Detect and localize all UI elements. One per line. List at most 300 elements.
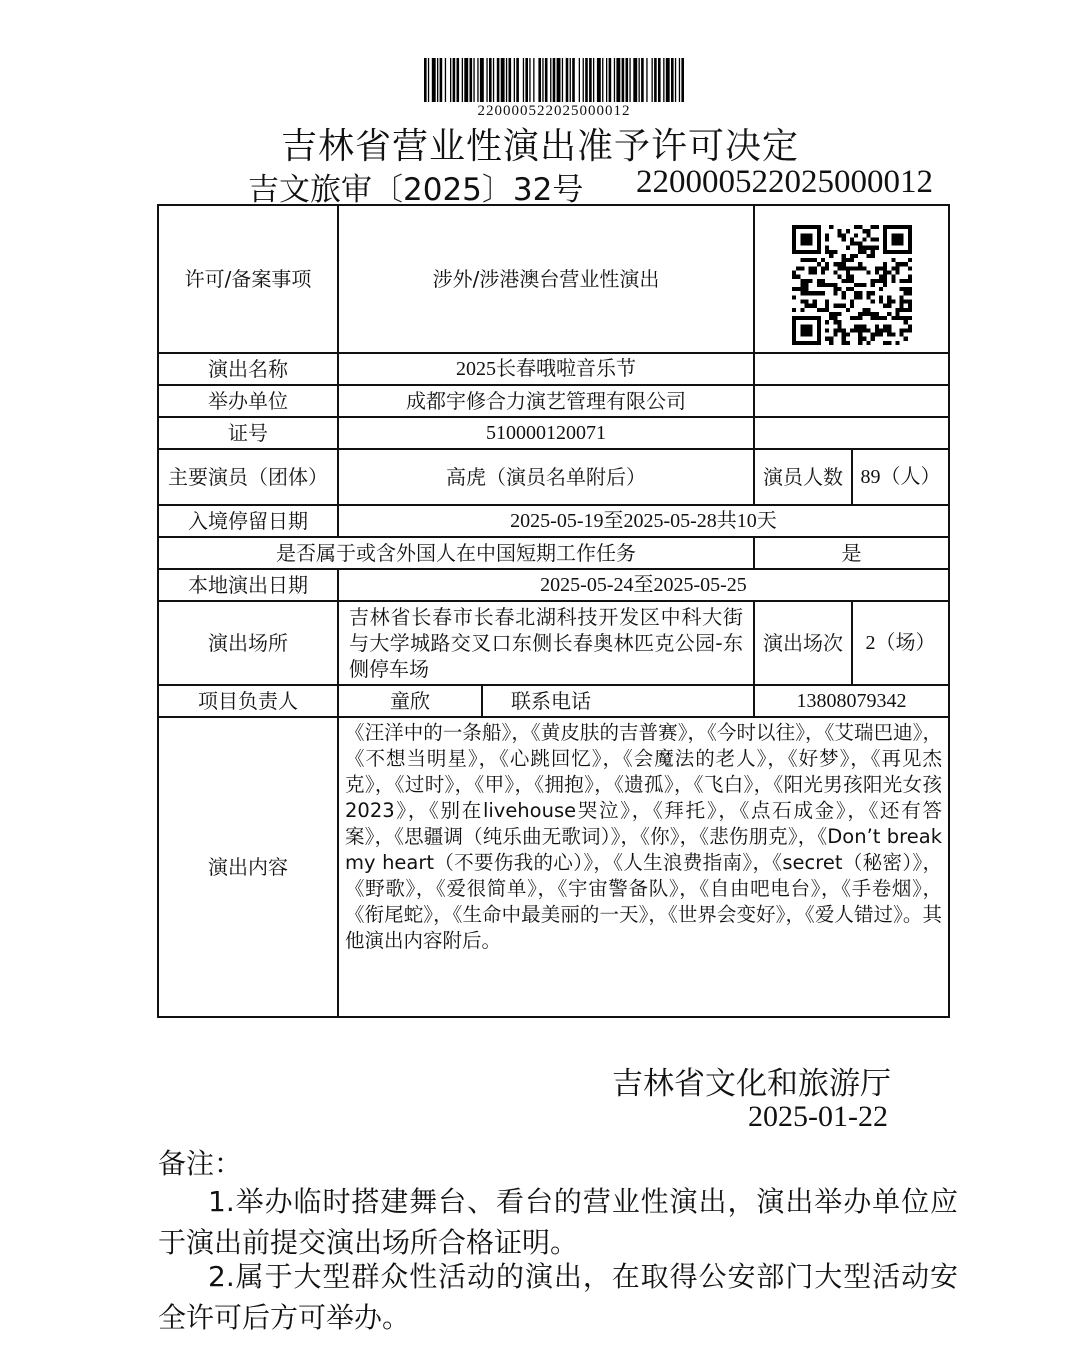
qr-module — [903, 337, 907, 341]
qr-module — [891, 275, 895, 279]
qr-module — [887, 312, 891, 316]
qr-module — [895, 308, 899, 312]
qr-module — [883, 262, 887, 266]
qr-module — [845, 279, 849, 283]
qr-module — [841, 291, 845, 295]
qr-module — [883, 324, 887, 328]
qr-code-cell — [754, 205, 949, 353]
qr-module — [862, 246, 866, 250]
empty-cell — [754, 417, 949, 449]
qr-module — [849, 242, 853, 246]
item-label: 许可/备案事项 — [158, 205, 338, 353]
qr-module — [858, 341, 862, 345]
qr-module — [874, 324, 878, 328]
barcode-bar — [424, 58, 427, 102]
qr-module — [841, 279, 845, 283]
qr-module — [899, 287, 903, 291]
qr-module — [899, 295, 903, 299]
barcode-bar — [622, 58, 625, 102]
empty-cell — [754, 385, 949, 417]
qr-module — [858, 242, 862, 246]
qr-module — [866, 254, 870, 258]
qr-module — [866, 291, 870, 295]
qr-module — [854, 266, 858, 270]
barcode-bar — [509, 58, 512, 102]
qr-module — [862, 312, 866, 316]
qr-module — [841, 337, 845, 341]
barcode-bar — [464, 58, 468, 102]
entry-stay-label: 入境停留日期 — [158, 505, 338, 537]
qr-module — [878, 275, 882, 279]
note-1: 1.举办临时搭建舞台、看台的营业性演出，演出举办单位应于演出前提交演出场所合格证明。 — [158, 1185, 958, 1259]
foreign-work-value: 是 — [754, 537, 949, 569]
qr-module — [804, 287, 808, 291]
qr-module — [829, 312, 833, 316]
organizer-label: 举办单位 — [158, 385, 338, 417]
qr-module — [858, 266, 862, 270]
item-value: 涉外/涉港澳台营业性演出 — [338, 205, 754, 353]
qr-module — [841, 341, 845, 345]
qr-module — [854, 254, 858, 258]
manager-label: 项目负责人 — [158, 685, 338, 717]
permit-table — [157, 204, 950, 1018]
qr-module — [820, 258, 824, 262]
barcode-bar — [453, 58, 456, 102]
qr-module — [899, 333, 903, 337]
qr-module — [907, 316, 911, 320]
qr-module — [854, 295, 858, 299]
qr-module — [891, 333, 895, 337]
qr-module — [833, 328, 837, 332]
qr-module — [825, 250, 829, 254]
document-title: 吉林省营业性演出准予许可决定 — [280, 126, 799, 167]
phone-label: 联系电话 — [482, 685, 754, 717]
qr-module — [883, 271, 887, 275]
qr-module — [887, 333, 891, 337]
qr-module — [854, 328, 858, 332]
qr-module — [833, 291, 837, 295]
qr-module — [841, 333, 845, 337]
qr-module — [841, 233, 845, 237]
barcode-bar — [450, 58, 451, 102]
qr-module — [837, 266, 841, 270]
barcode-bar — [583, 58, 584, 102]
qr-module — [804, 279, 808, 283]
qr-module — [829, 250, 833, 254]
qr-module — [829, 254, 833, 258]
qr-module — [903, 328, 907, 332]
qr-module — [841, 304, 845, 308]
qr-module — [878, 333, 882, 337]
barcode-bar — [553, 58, 556, 102]
qr-module — [825, 299, 829, 303]
qr-module — [829, 341, 833, 345]
qr-module — [837, 229, 841, 233]
qr-module — [812, 266, 816, 270]
barcode-bar — [639, 58, 640, 102]
barcode-bar — [566, 58, 569, 102]
qr-module — [883, 316, 887, 320]
qr-module — [804, 283, 808, 287]
qr-module — [858, 337, 862, 341]
qr-module — [800, 266, 804, 270]
qr-module — [870, 254, 874, 258]
qr-module — [878, 266, 882, 270]
qr-module — [849, 254, 853, 258]
qr-module — [800, 308, 804, 312]
qr-module — [845, 271, 849, 275]
qr-module — [808, 258, 812, 262]
qr-module — [849, 316, 853, 320]
barcode-bar — [440, 58, 443, 102]
venue-label: 演出场所 — [158, 601, 338, 685]
qr-module — [800, 287, 804, 291]
qr-module — [858, 328, 862, 332]
qr-module — [907, 324, 911, 328]
qr-module — [841, 328, 845, 332]
qr-module — [800, 324, 812, 336]
qr-module — [792, 287, 796, 291]
qr-module — [837, 275, 841, 279]
qr-module — [891, 258, 895, 262]
qr-module — [812, 291, 816, 295]
venue-value: 吉林省长春市长春北湖科技开发区中科大街与大学城路交叉口东侧长春奥林匹克公园-东侧停车场 — [338, 601, 754, 685]
local-date-label: 本地演出日期 — [158, 569, 338, 601]
qr-module — [845, 229, 849, 233]
qr-module — [854, 233, 858, 237]
barcode-bar — [473, 58, 474, 102]
qr-module — [833, 250, 837, 254]
barcode-bar — [506, 58, 507, 102]
barcode-bar — [545, 58, 548, 102]
qr-module — [862, 283, 866, 287]
qr-module — [874, 328, 878, 332]
barcode-bar — [437, 58, 438, 102]
qr-module — [891, 233, 903, 245]
qr-module — [903, 262, 907, 266]
qr-module — [899, 328, 903, 332]
barcode-bar — [462, 58, 463, 102]
qr-module — [820, 291, 824, 295]
performer-count-label: 演员人数 — [754, 449, 852, 505]
qr-module — [854, 316, 858, 320]
qr-module — [825, 262, 829, 266]
qr-module — [808, 266, 812, 270]
qr-module — [800, 258, 804, 262]
qr-module — [891, 316, 895, 320]
qr-module — [883, 266, 887, 270]
qr-module — [862, 328, 866, 332]
qr-module — [849, 258, 853, 262]
qr-module — [820, 283, 824, 287]
qr-module — [874, 279, 878, 283]
qr-module — [833, 312, 837, 316]
barcode-bar — [557, 58, 561, 102]
qr-module — [895, 312, 899, 316]
barcode-bar — [629, 58, 630, 102]
qr-module — [866, 328, 870, 332]
manager-value: 童欣 — [338, 685, 482, 717]
qr-module — [878, 279, 882, 283]
qr-module — [903, 320, 907, 324]
qr-module — [796, 287, 800, 291]
qr-module — [874, 316, 878, 320]
qr-module — [862, 266, 866, 270]
qr-module — [903, 308, 907, 312]
barcode-bar — [658, 58, 661, 102]
show-name-value: 2025长春哦啦音乐节 — [338, 353, 754, 385]
qr-module — [833, 283, 837, 287]
qr-module — [866, 295, 870, 299]
qr-module — [862, 308, 866, 312]
qr-module — [825, 304, 829, 308]
qr-module — [796, 266, 800, 270]
qr-module — [870, 246, 874, 250]
barcode — [424, 58, 684, 102]
qr-module — [808, 304, 812, 308]
qr-module — [804, 299, 808, 303]
entry-stay-value: 2025-05-19至2025-05-28共10天 — [338, 505, 949, 537]
qr-module — [887, 271, 891, 275]
qr-module — [800, 283, 804, 287]
barcode-bar — [550, 58, 551, 102]
content-value: 《汪洋中的一条船》，《黄皮肤的吉普赛》，《今时以往》，《艾瑞巴迪》，《不想当明星》，《心跳回忆》，《会魔法的老人》，《好梦》，《再见杰克》，《过时》，《甲》，《拥抱》，《遗孤》，《飞白》，《阳光男孩阳光女孩2023》，《别在livehouse哭泣》，《拜托》，《点石成金》，《还有答案》，《思疆调（纯乐曲无歌词）》，《你》，《悲伤朋克》，《Don’t break my heart（不要伤我的心）》，《人生浪费指南》，《secret（秘密）》，《野歌》，《爱很简单》，《宇宙警备队》，《自由吧电台》，《手卷烟》，《衔尾蛇》，《生命中最美丽的一天》，《世界会变好》，《爱人错过》。其他演出内容附后。 — [338, 717, 949, 1017]
barcode-bar — [493, 58, 494, 102]
qr-module — [837, 328, 841, 332]
qr-module — [854, 291, 858, 295]
qr-module — [866, 233, 870, 237]
barcode-bar — [593, 58, 594, 102]
qr-module — [800, 233, 812, 245]
qr-module — [878, 316, 882, 320]
qr-module — [833, 333, 837, 337]
barcode-bar — [626, 58, 629, 102]
qr-module — [874, 225, 878, 229]
performer-count-value: 89（人） — [852, 449, 949, 505]
barcode-bar — [589, 58, 592, 102]
qr-module — [887, 304, 891, 308]
qr-module — [841, 258, 845, 262]
qr-module — [907, 258, 911, 262]
qr-module — [816, 291, 820, 295]
qr-module — [829, 225, 833, 229]
qr-module — [849, 237, 853, 241]
qr-module — [825, 233, 829, 237]
qr-module — [849, 275, 853, 279]
qr-module — [833, 262, 837, 266]
qr-module — [899, 262, 903, 266]
barcode-bar — [497, 58, 500, 102]
qr-module — [907, 279, 911, 283]
qr-module — [895, 271, 899, 275]
qr-module — [899, 304, 903, 308]
qr-module — [895, 341, 899, 345]
barcode-bar — [579, 58, 580, 102]
qr-module — [870, 283, 874, 287]
barcode-bar — [514, 58, 515, 102]
qr-module — [812, 299, 816, 303]
barcode-bar — [428, 58, 429, 102]
qr-module — [837, 233, 841, 237]
barcode-bar — [486, 58, 487, 102]
barcode-bar — [681, 58, 684, 102]
license-label: 证号 — [158, 417, 338, 449]
qr-module — [845, 308, 849, 312]
barcode-bar — [538, 58, 541, 102]
qr-module — [833, 304, 837, 308]
issue-date: 2025-01-22 — [748, 1100, 888, 1133]
barcode-bar — [671, 58, 674, 102]
qr-module — [903, 291, 907, 295]
qr-module — [808, 271, 812, 275]
qr-module — [837, 320, 841, 324]
qr-module — [845, 287, 849, 291]
qr-module — [891, 299, 895, 303]
barcode-bar — [516, 58, 519, 102]
qr-module — [833, 320, 837, 324]
qr-module — [825, 237, 829, 241]
barcode-bar — [529, 58, 530, 102]
qr-code — [792, 225, 912, 345]
qr-module — [870, 279, 874, 283]
qr-module — [854, 225, 858, 229]
qr-module — [845, 333, 849, 337]
qr-module — [903, 279, 907, 283]
qr-module — [891, 266, 895, 270]
qr-module — [870, 337, 874, 341]
license-value: 510000120071 — [338, 417, 754, 449]
qr-module — [837, 262, 841, 266]
qr-module — [825, 283, 829, 287]
qr-module — [858, 291, 862, 295]
barcode-bar — [614, 58, 615, 102]
qr-module — [812, 304, 816, 308]
qr-module — [895, 262, 899, 266]
barcode-bar — [641, 58, 644, 102]
barcode-bar — [533, 58, 534, 102]
qr-module — [833, 271, 837, 275]
qr-module — [849, 287, 853, 291]
qr-module — [829, 337, 833, 341]
qr-module — [883, 283, 887, 287]
qr-module — [849, 328, 853, 332]
qr-module — [800, 279, 804, 283]
issuer: 吉林省文化和旅游厅 — [612, 1066, 891, 1102]
qr-module — [887, 324, 891, 328]
qr-module — [866, 308, 870, 312]
qr-module — [816, 308, 820, 312]
qr-module — [907, 308, 911, 312]
notes-title: 备注： — [158, 1147, 243, 1180]
qr-module — [841, 237, 845, 241]
qr-module — [870, 333, 874, 337]
barcode-bar — [542, 58, 543, 102]
qr-module — [854, 242, 858, 246]
qr-module — [862, 250, 866, 254]
qr-module — [878, 328, 882, 332]
qr-module — [837, 287, 841, 291]
qr-module — [899, 299, 903, 303]
barcode-bar — [585, 58, 588, 102]
local-date-value: 2025-05-24至2025-05-25 — [338, 569, 949, 601]
qr-module — [841, 254, 845, 258]
qr-module — [808, 291, 812, 295]
qr-module — [820, 266, 824, 270]
show-name-label: 演出名称 — [158, 353, 338, 385]
qr-module — [907, 304, 911, 308]
barcode-bar — [679, 58, 680, 102]
qr-module — [792, 295, 796, 299]
document-code: 220000522025000012 — [636, 164, 933, 200]
qr-module — [891, 279, 895, 283]
qr-module — [833, 287, 837, 291]
barcode-bar — [570, 58, 571, 102]
barcode-bar — [675, 58, 676, 102]
phone-value: 13808079342 — [754, 685, 949, 717]
qr-module — [887, 328, 891, 332]
qr-module — [862, 324, 866, 328]
qr-module — [866, 271, 870, 275]
barcode-bar — [609, 58, 612, 102]
qr-module — [812, 271, 816, 275]
qr-module — [816, 262, 820, 266]
qr-module — [862, 337, 866, 341]
qr-module — [820, 271, 824, 275]
barcode-bar — [572, 58, 575, 102]
barcode-bar — [602, 58, 603, 102]
qr-module — [870, 312, 874, 316]
qr-module — [792, 271, 796, 275]
qr-module — [849, 279, 853, 283]
barcode-bar — [597, 58, 601, 102]
qr-module — [812, 258, 816, 262]
barcode-bar — [666, 58, 670, 102]
barcode-bar — [501, 58, 505, 102]
qr-module — [874, 271, 878, 275]
qr-module — [845, 258, 849, 262]
qr-module — [874, 237, 878, 241]
qr-module — [796, 275, 800, 279]
qr-module — [820, 308, 824, 312]
qr-module — [862, 237, 866, 241]
organizer-value: 成都宇修合力演艺管理有限公司 — [338, 385, 754, 417]
qr-module — [866, 246, 870, 250]
qr-module — [907, 328, 911, 332]
qr-module — [907, 291, 911, 295]
qr-module — [887, 341, 891, 345]
performers-value: 高虎（演员名单附后） — [338, 449, 754, 505]
sessions-value: 2（场） — [852, 601, 949, 685]
barcode-bar — [654, 58, 657, 102]
qr-module — [866, 312, 870, 316]
qr-module — [874, 312, 878, 316]
qr-module — [825, 328, 829, 332]
qr-module — [816, 283, 820, 287]
qr-module — [903, 287, 907, 291]
qr-module — [858, 333, 862, 337]
qr-module — [800, 299, 804, 303]
qr-module — [804, 304, 808, 308]
barcode-bar — [663, 58, 664, 102]
qr-module — [858, 316, 862, 320]
barcode-bar — [525, 58, 528, 102]
qr-module — [858, 283, 862, 287]
qr-module — [874, 333, 878, 337]
barcode-bar — [445, 58, 446, 102]
barcode-bar — [646, 58, 647, 102]
qr-module — [870, 225, 874, 229]
qr-module — [858, 246, 862, 250]
